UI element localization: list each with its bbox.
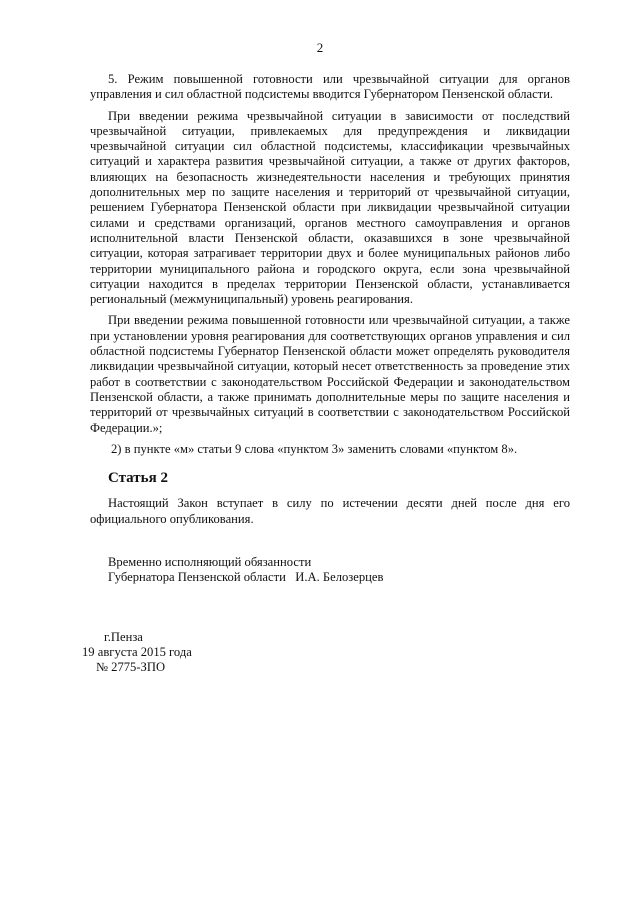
date: 19 августа 2015 года — [82, 645, 192, 659]
document-body — [90, 72, 570, 533]
paragraph-item-5: 5. Режим повышенной готовности или чрезвычайной ситуации для органов управления и сил областной подсистемы вводится Губернатором Пензенской области. — [90, 72, 570, 102]
signature-title: Временно исполняющий обязанности — [108, 555, 312, 569]
city: г.Пенза — [104, 630, 143, 644]
article-heading: Статья 2 — [108, 470, 168, 487]
place-block — [82, 630, 192, 675]
paragraph-amendment-2: 2) в пункте «м» статьи 9 слова «пунктом 3» заменить словами «пунктом 8». — [111, 441, 518, 456]
page-number: 2 — [316, 40, 324, 55]
signature-block — [108, 555, 383, 585]
law-number: № 2775-ЗПО — [96, 660, 166, 674]
paragraph-emergency-regime: При введении режима чрезвычайной ситуации в зависимости от последствий чрезвычайной ситуации, привлекаемых для предупреждения и ликвидации чрезвычайной ситуации сил областной подсистемы, классификации чрезвычайных ситуаций и характера развития чрезвычайной ситуации, а также от других факторов, влияющих на безопасность жизнедеятельности населения и требующих принятия дополнительных мер по защите населения и территорий от чрезвычайной ситуации, решением Губернатора Пензенской области при ликвидации чрезвычайной ситуации силами и средствами организаций, органов местного самоуправления и органов исполнительной власти Пензенской области, оказавшихся в зоне чрезвычайной ситуации, которая затрагивает территории двух и более муниципальных районов либо территории муниципального района и городского округа, если зона чрезвычайной ситуации находится в пределах территории Пензенской области, устанавливается региональный (межмуниципальный) уровень реагирования. — [90, 108, 570, 307]
article-text: Настоящий Закон вступает в силу по истечении десяти дней после дня его официального опубликования. — [90, 496, 570, 526]
paragraph-readiness-regime: При введении режима повышенной готовности или чрезвычайной ситуации, а также при установлении уровня реагирования для соответствующих органов управления и сил областной подсистемы Губернатор Пензенской области может определять руководителя ликвидации чрезвычайной ситуации, который несет ответственность за проведение этих работ в соответствии с законодательством Российской Федерации и законодательством Пензенской области, а также принимать дополнительные меры по защите населения и территорий от чрезвычайных ситуаций в соответствии с законодательством Российской Федерации.»; — [90, 313, 570, 435]
signature-name: Губернатора Пензенской области И.А. Белозерцев — [108, 570, 384, 584]
